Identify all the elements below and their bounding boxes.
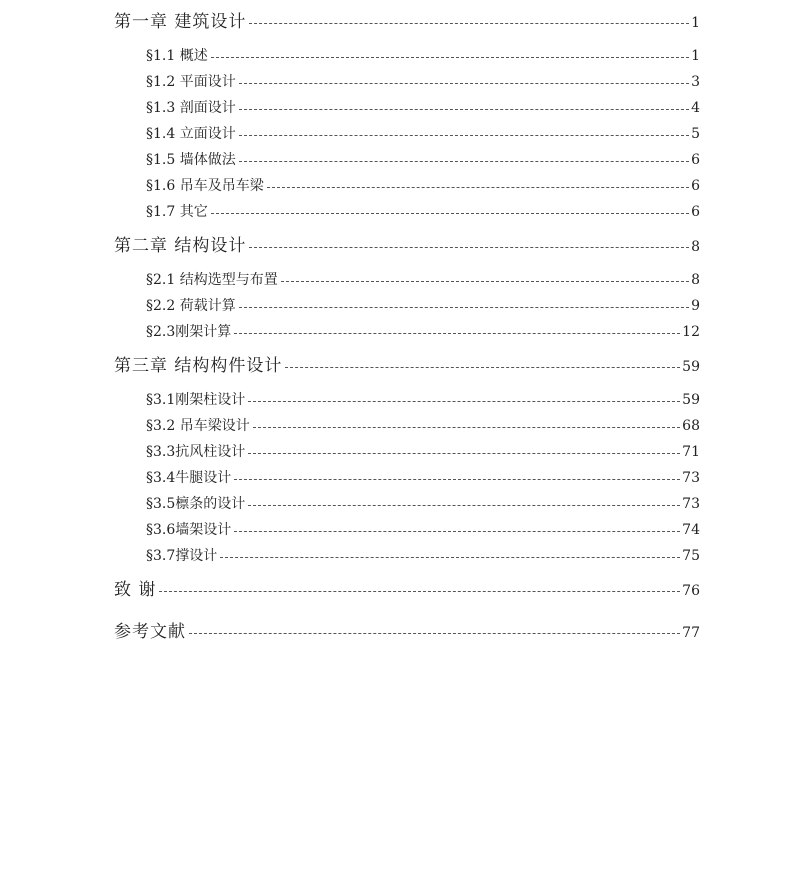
toc-page-number: 74 — [682, 522, 700, 538]
toc-entry-title: §2.1 结构选型与布置 — [146, 272, 278, 288]
dot-leader — [220, 557, 680, 558]
dot-leader — [281, 281, 689, 282]
toc-page-number: 59 — [682, 392, 700, 408]
toc-section-2-1[interactable] — [146, 273, 700, 287]
toc-section-1-5[interactable] — [146, 153, 700, 167]
toc-page-number: 6 — [691, 152, 700, 168]
toc-section-1-2[interactable] — [146, 75, 700, 89]
toc-page-number: 71 — [682, 444, 700, 460]
toc-page-number: 1 — [691, 48, 700, 64]
toc-entry-title: §1.4 立面设计 — [146, 126, 236, 142]
toc-page-number: 59 — [682, 359, 700, 375]
toc-entry-title: 第三章 结构构件设计 — [114, 356, 283, 376]
toc-page-number: 1 — [691, 15, 700, 31]
toc-entry-title: §3.1刚架柱设计 — [146, 392, 246, 408]
toc-entry-title: §3.4牛腿设计 — [146, 470, 232, 486]
toc-page-number: 6 — [691, 204, 700, 220]
toc-page-number: 8 — [691, 272, 700, 288]
dot-leader — [239, 307, 689, 308]
dot-leader — [211, 213, 689, 214]
toc-entry-title: §2.3刚架计算 — [146, 324, 232, 340]
dot-leader — [211, 57, 689, 58]
toc-entry-title: §3.6墙架设计 — [146, 522, 232, 538]
toc-section-3-3[interactable] — [146, 445, 700, 459]
toc-section-3-1[interactable] — [146, 393, 700, 407]
toc-entry-title: §1.6 吊车及吊车梁 — [146, 178, 264, 194]
toc-page-number: 68 — [682, 418, 700, 434]
toc-page-number: 4 — [691, 100, 700, 116]
toc-page-number: 77 — [682, 625, 700, 641]
toc-entry-title: §3.5檩条的设计 — [146, 496, 246, 512]
dot-leader — [234, 531, 680, 532]
dot-leader — [248, 505, 680, 506]
toc-references[interactable] — [114, 624, 700, 641]
toc-section-3-6[interactable] — [146, 523, 700, 537]
dot-leader — [239, 109, 689, 110]
toc-section-3-5[interactable] — [146, 497, 700, 511]
toc-entry-title: 致 谢 — [114, 580, 157, 600]
toc-section-2-2[interactable] — [146, 299, 700, 313]
toc-page-number: 6 — [691, 178, 700, 194]
dot-leader — [285, 367, 680, 368]
toc-chapter-3[interactable] — [114, 358, 700, 375]
toc-entry-title: §1.2 平面设计 — [146, 74, 236, 90]
dot-leader — [234, 479, 680, 480]
toc-entry-title: §1.3 剖面设计 — [146, 100, 236, 116]
dot-leader — [249, 247, 689, 248]
dot-leader — [189, 633, 680, 634]
dot-leader — [253, 427, 680, 428]
toc-entry-title: §3.2 吊车梁设计 — [146, 418, 250, 434]
dot-leader — [239, 83, 689, 84]
toc-entry-title: 参考文献 — [114, 622, 186, 642]
toc-page-number: 73 — [682, 470, 700, 486]
toc-page-number: 5 — [691, 126, 700, 142]
toc-entry-title: 第一章 建筑设计 — [114, 12, 247, 32]
toc-section-3-2[interactable] — [146, 419, 700, 433]
dot-leader — [239, 135, 689, 136]
dot-leader — [248, 401, 680, 402]
toc-entry-title: 第二章 结构设计 — [114, 236, 247, 256]
toc-page-number: 76 — [682, 583, 700, 599]
toc-page-number: 73 — [682, 496, 700, 512]
toc-section-1-1[interactable] — [146, 49, 700, 63]
toc-section-3-4[interactable] — [146, 471, 700, 485]
toc-entry-title: §1.7 其它 — [146, 204, 208, 220]
toc-entry-title: §1.5 墙体做法 — [146, 152, 236, 168]
toc-entry-title: §3.3抗风柱设计 — [146, 444, 246, 460]
dot-leader — [159, 591, 680, 592]
toc-section-1-3[interactable] — [146, 101, 700, 115]
dot-leader — [248, 453, 680, 454]
toc-section-3-7[interactable] — [146, 549, 700, 563]
toc-section-2-3[interactable] — [146, 325, 700, 339]
toc-page-number: 9 — [691, 298, 700, 314]
toc-section-1-7[interactable] — [146, 205, 700, 219]
toc-entry-title: §2.2 荷载计算 — [146, 298, 236, 314]
toc-page-number: 8 — [691, 239, 700, 255]
toc-chapter-1[interactable] — [114, 14, 700, 31]
toc-entry-title: §1.1 概述 — [146, 48, 208, 64]
dot-leader — [267, 187, 689, 188]
dot-leader — [249, 23, 689, 24]
toc-page-number: 12 — [682, 324, 700, 340]
toc-section-1-4[interactable] — [146, 127, 700, 141]
toc-acknowledgements[interactable] — [114, 582, 700, 599]
toc-section-1-6[interactable] — [146, 179, 700, 193]
toc-chapter-2[interactable] — [114, 238, 700, 255]
toc-entry-title: §3.7撑设计 — [146, 548, 218, 564]
toc-page-number: 75 — [682, 548, 700, 564]
dot-leader — [239, 161, 689, 162]
dot-leader — [234, 333, 680, 334]
toc-page-number: 3 — [691, 74, 700, 90]
